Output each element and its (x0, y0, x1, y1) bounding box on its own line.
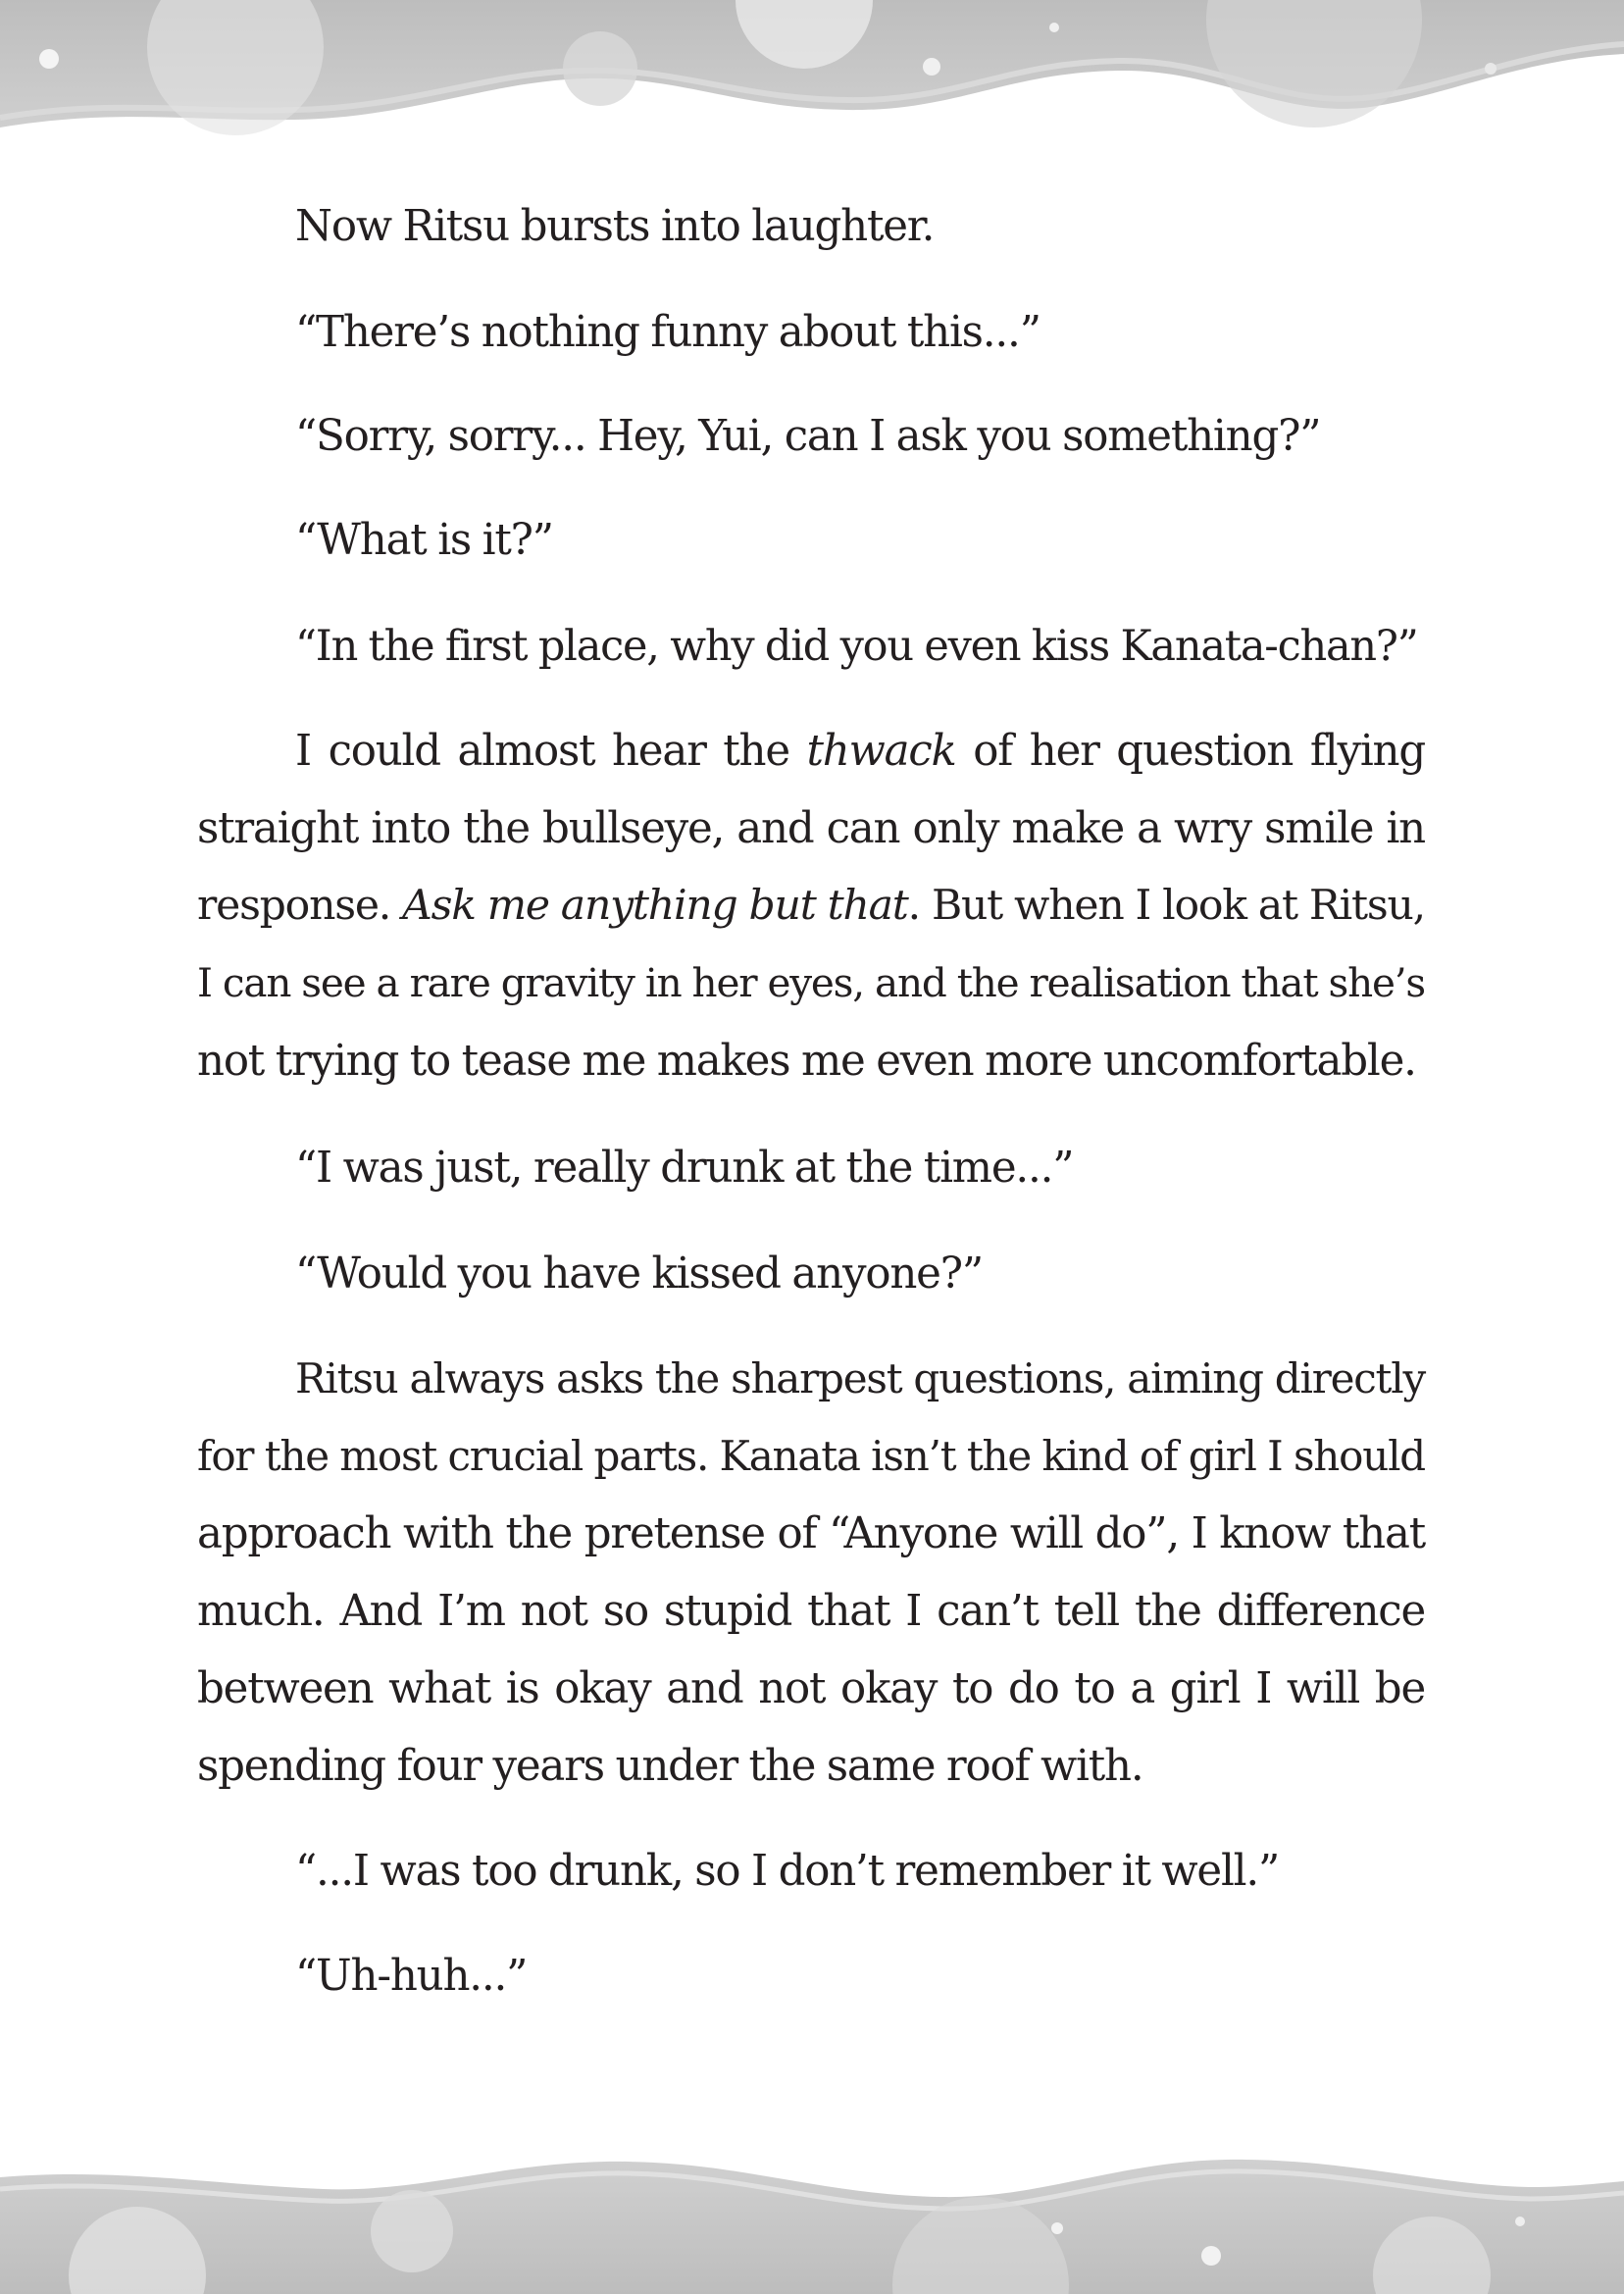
text-line: spending four years under the same roof with. (197, 1742, 1143, 1791)
top-bokeh-pattern (0, 0, 1624, 147)
text-line: Ritsu always asks the sharpest questions, aiming directly (295, 1354, 1425, 1402)
text-line: “Uh-huh...” (295, 1952, 528, 2001)
text-line: “I was just, really drunk at the time...” (295, 1144, 1074, 1193)
text-line: approach with the pretense of “Anyone will do”, I know that (197, 1509, 1425, 1558)
top-decorative-band (0, 0, 1624, 147)
text-line: “Sorry, sorry... Hey, Yui, can I ask you something?” (295, 412, 1321, 461)
text-line: “Would you have kissed anyone?” (295, 1249, 983, 1299)
text-line: straight into the bullseye, and can only make a wry smile in (197, 804, 1425, 853)
text-line: I can see a rare gravity in her eyes, and the realisation that she’s (197, 959, 1425, 1006)
text-line: “What is it?” (295, 516, 553, 565)
text-line: I could almost hear the thwack of her question flying (295, 727, 1425, 776)
text-line: “...I was too drunk, so I don’t remember it well.” (295, 1847, 1280, 1896)
text-line: for the most crucial parts. Kanata isn’t the kind of girl I should (197, 1432, 1425, 1480)
text-line: much. And I’m not so stupid that I can’t tell the difference (197, 1587, 1425, 1636)
text-line: response. Ask me anything but that. But when I look at Ritsu, (197, 882, 1425, 930)
bottom-bokeh-pattern (0, 2138, 1624, 2294)
text-line: “There’s nothing funny about this...” (295, 308, 1040, 357)
text-line: Now Ritsu bursts into laughter. (295, 202, 935, 251)
text-line: between what is okay and not okay to do to a girl I will be (197, 1664, 1425, 1713)
bottom-decorative-band (0, 2138, 1624, 2294)
text-line: “In the first place, why did you even kiss Kanata-chan?” (295, 622, 1418, 671)
text-line: not trying to tease me makes me even more uncomfortable. (197, 1037, 1416, 1086)
